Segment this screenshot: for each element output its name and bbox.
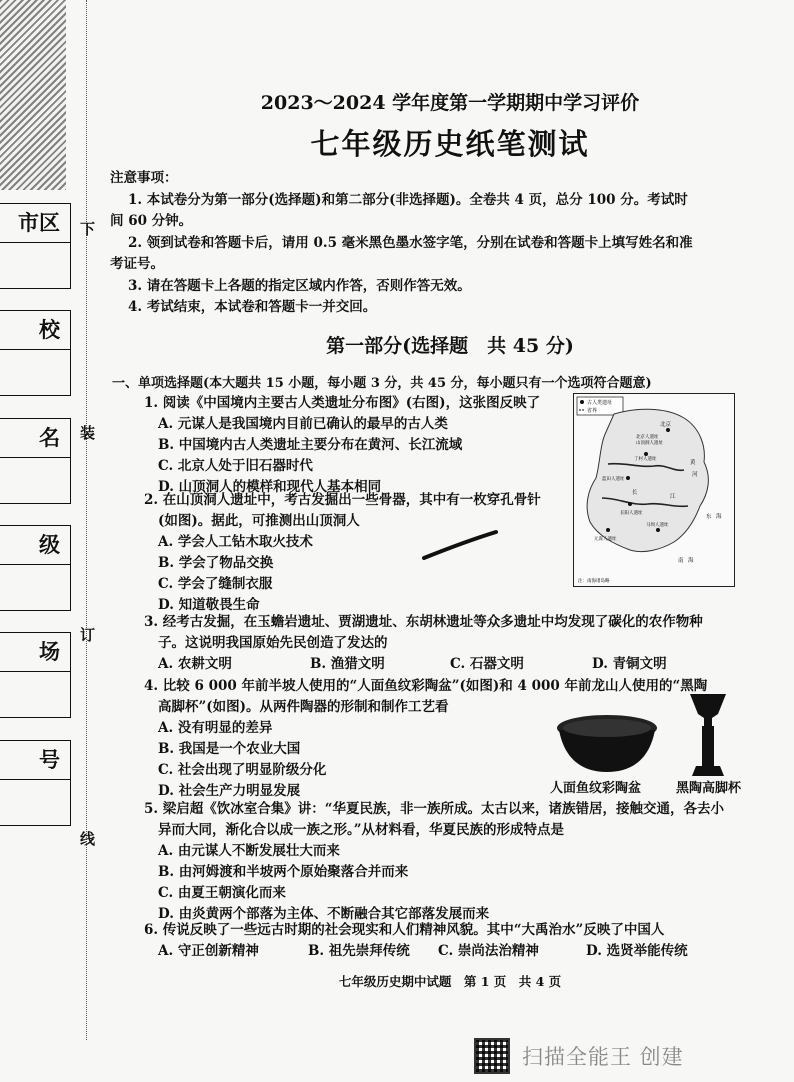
site-dot-icon <box>656 528 660 532</box>
binding-hatch <box>0 0 66 190</box>
painted-pottery-basin-image <box>555 712 659 774</box>
bone-needle-image <box>420 528 500 562</box>
mark-zhuang: 装 <box>80 424 96 442</box>
note-item: 3. 请在答题卡上各题的指定区域内作答，否则作答无效。 <box>128 277 471 294</box>
exam-subtitle: 七年级历史纸笔测试 <box>310 127 590 161</box>
qr-code-icon <box>474 1038 510 1074</box>
options-row <box>144 654 764 675</box>
note-item: 1. 本试卷分为第一部分(选择题)和第二部分(非选择题)。全卷共 4 页，总分 100 分。考试时 <box>128 191 688 208</box>
watermark-text: 扫描全能王 创建 <box>522 1045 684 1069</box>
option: D. 青铜文明 <box>592 656 667 672</box>
question-stem: 异而大同，渐化合以成一族之形。”从材料看，华夏民族的形成特点是 <box>158 822 565 838</box>
option: A. 由元谋人不断发展壮大而来 <box>158 843 340 859</box>
question-stem: 高脚杯”(如图)。从两件陶器的形制和制作工艺看 <box>158 699 449 715</box>
question-stem: (如图)。据此，可推测出山顶洞人 <box>158 513 360 529</box>
map-label: 长阳人遗址 <box>620 511 643 516</box>
site-dot-icon <box>628 502 632 506</box>
option: B. 祖先崇拜传统 <box>308 943 410 959</box>
note-item: 4. 考试结束，本试卷和答题卡一并交回。 <box>128 299 377 315</box>
option: C. 由夏王朝演化而来 <box>158 885 286 901</box>
option: C. 北京人处于旧石器时代 <box>158 458 313 474</box>
option: A. 没有明显的差异 <box>158 720 273 736</box>
map-label: 山顶洞人遗址 <box>636 441 663 446</box>
question-stem: 6. 传说反映了一些远古时期的社会现实和人们精神风貌。其中“大禹治水”反映了中国人 <box>144 922 665 938</box>
map-label: 江 <box>670 494 676 500</box>
field-school: 校 <box>0 310 71 396</box>
option: B. 学会了物品交换 <box>158 555 274 571</box>
question-6 <box>144 920 774 962</box>
scanner-watermark <box>474 1038 684 1074</box>
map-label: 黄 <box>690 460 696 466</box>
mark-ding: 订 <box>80 626 96 644</box>
option: C. 学会了缝制衣服 <box>158 576 273 592</box>
question-stem: 4. 比较 6 000 年前半坡人使用的“人面鱼纹彩陶盆”(如图)和 4 000 年前龙山人使用的“黑陶 <box>144 678 708 694</box>
note-item: 考证号。 <box>110 256 164 272</box>
site-dot-icon <box>626 476 630 480</box>
map-note: 注：南海诸岛略 <box>578 579 610 584</box>
note-item: 间 60 分钟。 <box>110 213 193 229</box>
map-legend-item: 古人类遗址 <box>587 400 613 406</box>
option: D. 社会生产力明显发展 <box>158 783 301 799</box>
option: B. 我国是一个农业大国 <box>158 741 301 757</box>
figure-caption: 黑陶高脚杯 <box>676 781 742 796</box>
map-label: 马坝人遗址 <box>646 523 669 528</box>
site-dot-icon <box>606 528 610 532</box>
option: D. 由炎黄两个部落为主体、不断融合其它部落发展而来 <box>158 906 490 922</box>
question-stem: 2. 在山顶洞人遗址中，考古发掘出一些骨器，其中有一枚穿孔骨针 <box>144 492 541 508</box>
field-exam-number: 号 <box>0 740 71 826</box>
question-1 <box>144 393 564 498</box>
map-legend-item: 省界 <box>587 408 598 414</box>
site-dot-icon <box>644 452 648 456</box>
site-dot-icon <box>666 428 670 432</box>
option: C. 石器文明 <box>450 656 524 672</box>
site-dot-icon <box>580 400 584 404</box>
notes-heading: 注意事项： <box>110 170 178 186</box>
question-stem: 5. 梁启超《饮冰室合集》讲：“华夏民族，非一族所成。太古以来，诸族错居，接触交通，各去小 <box>144 801 725 817</box>
mark-xian: 线 <box>80 830 96 848</box>
ancient-sites-map <box>573 393 735 587</box>
field-district: 市区 <box>0 203 71 289</box>
map-label: 南 <box>678 558 684 564</box>
option: A. 守正创新精神 <box>158 943 259 959</box>
options-row <box>144 941 774 962</box>
option: A. 元谋人是我国境内目前已确认的最早的古人类 <box>158 416 448 432</box>
page-footer: 七年级历史期中试题 第 1 页 共 4 页 <box>338 974 562 989</box>
option: B. 中国境内古人类遗址主要分布在黄河、长江流域 <box>158 437 463 453</box>
map-label: 长 <box>632 490 638 496</box>
section-title: 第一部分(选择题 共 45 分) <box>326 335 574 357</box>
question-5 <box>144 799 784 925</box>
field-class: 级 <box>0 525 71 611</box>
map-label: 丁村人遗址 <box>634 457 657 462</box>
mark-xia: 下 <box>80 220 96 238</box>
option: D. 山顶洞人的模样和现代人基本相同 <box>158 479 382 495</box>
option: A. 学会人工钻木取火技术 <box>158 534 313 550</box>
map-label: 海 <box>688 558 694 564</box>
map-label: 河 <box>692 472 698 478</box>
field-exam-room: 场 <box>0 632 71 718</box>
option: A. 农耕文明 <box>158 656 232 672</box>
map-label: 海 <box>716 514 722 520</box>
question-stem: 子。这说明我国原始先民创造了发达的 <box>158 635 388 651</box>
map-label: 北京 <box>660 422 672 428</box>
option: D. 选贤举能传统 <box>586 943 688 959</box>
option: B. 由河姆渡和半坡两个原始聚落合并而来 <box>158 864 409 880</box>
note-item: 2. 领到试卷和答题卡后，请用 0.5 毫米黑色墨水签字笔，分别在试卷和答题卡上填写姓名和准 <box>128 234 693 251</box>
option: D. 知道敬畏生命 <box>158 597 260 613</box>
option: C. 社会出现了明显阶级分化 <box>158 762 327 778</box>
question-3 <box>144 612 764 675</box>
question-stem: 3. 经考古发掘，在玉蟾岩遗址、贾湖遗址、东胡林遗址等众多遗址中均发现了碳化的农作物种 <box>144 614 703 630</box>
question-stem: 1. 阅读《中国境内主要古人类遗址分布图》(右图)，这张图反映了 <box>144 395 541 411</box>
option: B. 渔猎文明 <box>310 656 385 672</box>
section-instruction: 一、单项选择题(本大题共 15 小题，每小题 3 分，共 45 分，每小题只有一个选项符合题意) <box>112 376 652 391</box>
map-label: 东 <box>706 514 712 520</box>
option: C. 崇尚法治精神 <box>438 943 539 959</box>
question-4 <box>144 676 764 802</box>
question-2 <box>144 490 574 616</box>
map-label: 北京人遗址 <box>636 435 659 440</box>
map-label: 蓝田人遗址 <box>602 477 625 482</box>
black-pottery-goblet-image <box>686 692 730 778</box>
exam-title: 2023～2024 学年度第一学期期中学习评价 <box>260 92 640 114</box>
notes-block <box>110 168 750 319</box>
map-label: 元谋人遗址 <box>594 537 617 542</box>
binding-margin <box>0 0 96 1040</box>
figure-caption: 人面鱼纹彩陶盆 <box>550 781 642 796</box>
field-name: 名 <box>0 418 71 504</box>
